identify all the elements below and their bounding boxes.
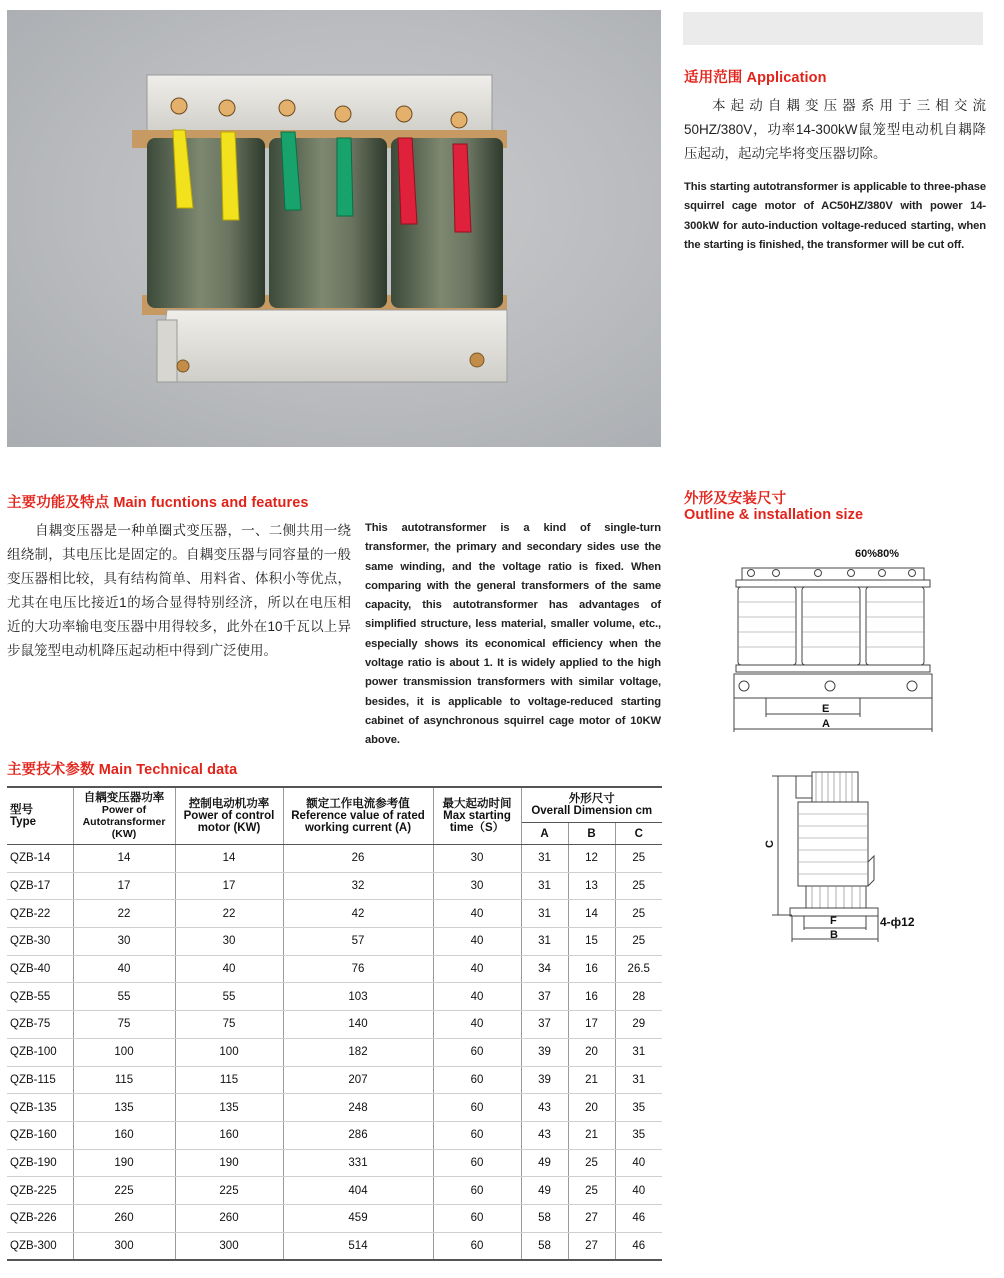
cell-dim-c: 31 [615, 1066, 662, 1094]
product-photo [7, 10, 661, 447]
cell-dim-b: 14 [568, 900, 615, 928]
cell-type: QZB-135 [7, 1094, 73, 1122]
side-view-drawing [762, 770, 932, 945]
features-text-en: This autotransformer is a kind of single-turn transformer, the primary and secondary sides use the same winding, and the voltage ratio is fixed. When comparing with the general transformers of the same capacity, this autotransformer has advantages of simplified structure, less material, smaller volume, etc., especially shows its economical efficiency when the voltage ratio is about 1. It is widely applied to the high power transmission transformers with similar voltage, besides, it is applicable to voltage-reduced starting cabinet of asynchronous squirrel cage motor of 10KW above. [365, 522, 661, 747]
cell-dim-a: 31 [521, 900, 568, 928]
cell-dim-b: 20 [568, 1038, 615, 1066]
cell-type: QZB-75 [7, 1011, 73, 1039]
cell-motor: 100 [175, 1038, 283, 1066]
cell-time: 60 [433, 1232, 521, 1260]
cell-dim-a: 39 [521, 1066, 568, 1094]
cell-power: 55 [73, 983, 175, 1011]
cell-type: QZB-14 [7, 845, 73, 873]
cell-time: 60 [433, 1066, 521, 1094]
cell-time: 40 [433, 1011, 521, 1039]
cell-motor: 55 [175, 983, 283, 1011]
cell-motor: 17 [175, 872, 283, 900]
features-text-zh: 自耦变压器是一种单圈式变压器，一、二侧共用一绕组绕制，其电压比是固定的。自耦变压器与同容量的一般变压器相比较，具有结构简单、用料省、体积小等优点，尤其在电压比接近1的场合显得特别经济，所以在电压相近的大功率输电变压器中用得较多，此外在10千瓦以上异步鼠笼型电动机降压起动柜中得到广泛使用。 [7, 523, 351, 658]
cell-dim-a: 31 [521, 928, 568, 956]
cell-power: 22 [73, 900, 175, 928]
cell-current: 76 [283, 955, 433, 983]
cell-time: 40 [433, 955, 521, 983]
cell-type: QZB-160 [7, 1121, 73, 1149]
cell-motor: 40 [175, 955, 283, 983]
outline-title-zh: 外形及安装尺寸 [684, 491, 787, 507]
cell-dim-c: 31 [615, 1038, 662, 1066]
cell-motor: 75 [175, 1011, 283, 1039]
mounting-hole-label: 4-ф12 [880, 915, 915, 929]
cell-dim-c: 35 [615, 1121, 662, 1149]
cell-power: 75 [73, 1011, 175, 1039]
front-view-lines [730, 562, 940, 738]
cell-current: 404 [283, 1177, 433, 1205]
cell-motor: 260 [175, 1204, 283, 1232]
cell-dim-b: 21 [568, 1121, 615, 1149]
cell-dim-a: 34 [521, 955, 568, 983]
cell-motor: 135 [175, 1094, 283, 1122]
cell-dim-c: 46 [615, 1232, 662, 1260]
cell-type: QZB-300 [7, 1232, 73, 1260]
cell-time: 40 [433, 928, 521, 956]
cell-current: 182 [283, 1038, 433, 1066]
features-title: 主要功能及特点 Main fucntions and features [7, 495, 309, 511]
table-row [7, 928, 662, 956]
cell-current: 57 [283, 928, 433, 956]
table-row [7, 1038, 662, 1066]
cell-dim-a: 43 [521, 1121, 568, 1149]
cell-power: 17 [73, 872, 175, 900]
tap-label: 60%80% [855, 548, 900, 560]
cell-time: 30 [433, 872, 521, 900]
cell-current: 140 [283, 1011, 433, 1039]
cell-current: 42 [283, 900, 433, 928]
cell-time: 40 [433, 900, 521, 928]
cell-dim-b: 16 [568, 955, 615, 983]
cell-motor: 14 [175, 845, 283, 873]
cell-current: 26 [283, 845, 433, 873]
cell-dim-a: 58 [521, 1232, 568, 1260]
dimension-e-label: E [822, 703, 830, 715]
table-row [7, 983, 662, 1011]
header-bar [683, 12, 983, 45]
side-view-lines [762, 770, 892, 945]
header-time: 最大起动时间 Max starting time（S） [433, 787, 521, 845]
cell-dim-c: 35 [615, 1094, 662, 1122]
cell-dim-c: 25 [615, 928, 662, 956]
table-row [7, 872, 662, 900]
cell-dim-a: 31 [521, 872, 568, 900]
cell-motor: 115 [175, 1066, 283, 1094]
header-dim-c: C [615, 823, 662, 845]
dimension-c-label: C [763, 840, 776, 848]
cell-current: 207 [283, 1066, 433, 1094]
cell-time: 60 [433, 1038, 521, 1066]
table-row [7, 1094, 662, 1122]
cell-motor: 225 [175, 1177, 283, 1205]
cell-dim-b: 16 [568, 983, 615, 1011]
cell-time: 60 [433, 1121, 521, 1149]
cell-power: 135 [73, 1094, 175, 1122]
cell-dim-a: 37 [521, 983, 568, 1011]
header-current: 额定工作电流参考值 Reference value of rated working current (A) [283, 787, 433, 845]
cell-time: 30 [433, 845, 521, 873]
header-dim-b: B [568, 823, 615, 845]
application-text-zh: 本起动自耦变压器系用于三相交流50HZ/380V，功率14-300kW鼠笼型电动机自耦降压起动，起动完毕将变压器切除。 [684, 98, 986, 161]
outline-title-en: Outline & installation size [684, 507, 864, 523]
cell-dim-b: 13 [568, 872, 615, 900]
cell-dim-c: 29 [615, 1011, 662, 1039]
cell-type: QZB-225 [7, 1177, 73, 1205]
cell-type: QZB-190 [7, 1149, 73, 1177]
cell-dim-a: 58 [521, 1204, 568, 1232]
cell-dim-a: 49 [521, 1177, 568, 1205]
cell-power: 160 [73, 1121, 175, 1149]
cell-time: 60 [433, 1149, 521, 1177]
cell-dim-c: 25 [615, 872, 662, 900]
application-text-en: This starting autotransformer is applicable to three-phase squirrel cage motor of AC50HZ/380V with power 14-300kW for auto-induction voltage-reduced starting, when the starting is finished, the transformer will be cut off. [684, 181, 986, 251]
dimension-b-label: B [830, 929, 838, 941]
cell-current: 32 [283, 872, 433, 900]
table-row [7, 1066, 662, 1094]
cell-time: 60 [433, 1094, 521, 1122]
cell-current: 103 [283, 983, 433, 1011]
cell-dim-b: 17 [568, 1011, 615, 1039]
cell-motor: 22 [175, 900, 283, 928]
header-dimension: 外形尺寸 Overall Dimension cm [521, 787, 662, 823]
cell-power: 260 [73, 1204, 175, 1232]
cell-motor: 30 [175, 928, 283, 956]
cell-type: QZB-115 [7, 1066, 73, 1094]
cell-current: 248 [283, 1094, 433, 1122]
cell-dim-a: 43 [521, 1094, 568, 1122]
front-view-drawing [730, 548, 940, 738]
dimension-f-label: F [830, 915, 837, 927]
technical-title: 主要技术参数 Main Technical data [7, 762, 238, 778]
cell-dim-a: 39 [521, 1038, 568, 1066]
header-power: 自耦变压器功率 Power of Autotransformer (KW) [73, 787, 175, 845]
cell-dim-b: 20 [568, 1094, 615, 1122]
table-row [7, 1121, 662, 1149]
cell-dim-a: 49 [521, 1149, 568, 1177]
cell-current: 286 [283, 1121, 433, 1149]
header-motor: 控制电动机功率 Power of control motor (KW) [175, 787, 283, 845]
cell-power: 30 [73, 928, 175, 956]
cell-dim-b: 21 [568, 1066, 615, 1094]
cell-dim-b: 25 [568, 1177, 615, 1205]
cell-power: 14 [73, 845, 175, 873]
table-row [7, 1204, 662, 1232]
cell-time: 60 [433, 1204, 521, 1232]
cell-power: 40 [73, 955, 175, 983]
cell-dim-c: 25 [615, 900, 662, 928]
cell-time: 60 [433, 1177, 521, 1205]
cell-type: QZB-40 [7, 955, 73, 983]
cell-motor: 190 [175, 1149, 283, 1177]
cell-power: 100 [73, 1038, 175, 1066]
cell-power: 225 [73, 1177, 175, 1205]
autotransformer-illustration [7, 10, 661, 447]
cell-type: QZB-17 [7, 872, 73, 900]
cell-current: 331 [283, 1149, 433, 1177]
cell-dim-a: 31 [521, 845, 568, 873]
cell-time: 40 [433, 983, 521, 1011]
cell-type: QZB-22 [7, 900, 73, 928]
cell-dim-c: 46 [615, 1204, 662, 1232]
dimension-a-label: A [822, 718, 830, 730]
cell-dim-c: 25 [615, 845, 662, 873]
cell-dim-c: 40 [615, 1177, 662, 1205]
table-row [7, 845, 662, 873]
cell-current: 459 [283, 1204, 433, 1232]
cell-dim-c: 40 [615, 1149, 662, 1177]
cell-power: 190 [73, 1149, 175, 1177]
cell-dim-b: 27 [568, 1232, 615, 1260]
cell-type: QZB-55 [7, 983, 73, 1011]
cell-motor: 160 [175, 1121, 283, 1149]
cell-dim-c: 28 [615, 983, 662, 1011]
technical-data-table [7, 786, 662, 1261]
cell-type: QZB-30 [7, 928, 73, 956]
table-row [7, 1149, 662, 1177]
table-row [7, 955, 662, 983]
table-row [7, 1177, 662, 1205]
cell-power: 115 [73, 1066, 175, 1094]
header-type: 型号 Type [7, 787, 73, 845]
table-row [7, 1232, 662, 1260]
cell-type: QZB-226 [7, 1204, 73, 1232]
cell-current: 514 [283, 1232, 433, 1260]
technical-data-rows [7, 845, 662, 1261]
header-dim-a: A [521, 823, 568, 845]
cell-motor: 300 [175, 1232, 283, 1260]
cell-dim-a: 37 [521, 1011, 568, 1039]
cell-dim-b: 25 [568, 1149, 615, 1177]
table-row [7, 900, 662, 928]
cell-power: 300 [73, 1232, 175, 1260]
cell-dim-b: 15 [568, 928, 615, 956]
table-row [7, 1011, 662, 1039]
application-title: 适用范围 Application [684, 70, 827, 86]
cell-dim-c: 26.5 [615, 955, 662, 983]
cell-type: QZB-100 [7, 1038, 73, 1066]
cell-dim-b: 27 [568, 1204, 615, 1232]
cell-dim-b: 12 [568, 845, 615, 873]
